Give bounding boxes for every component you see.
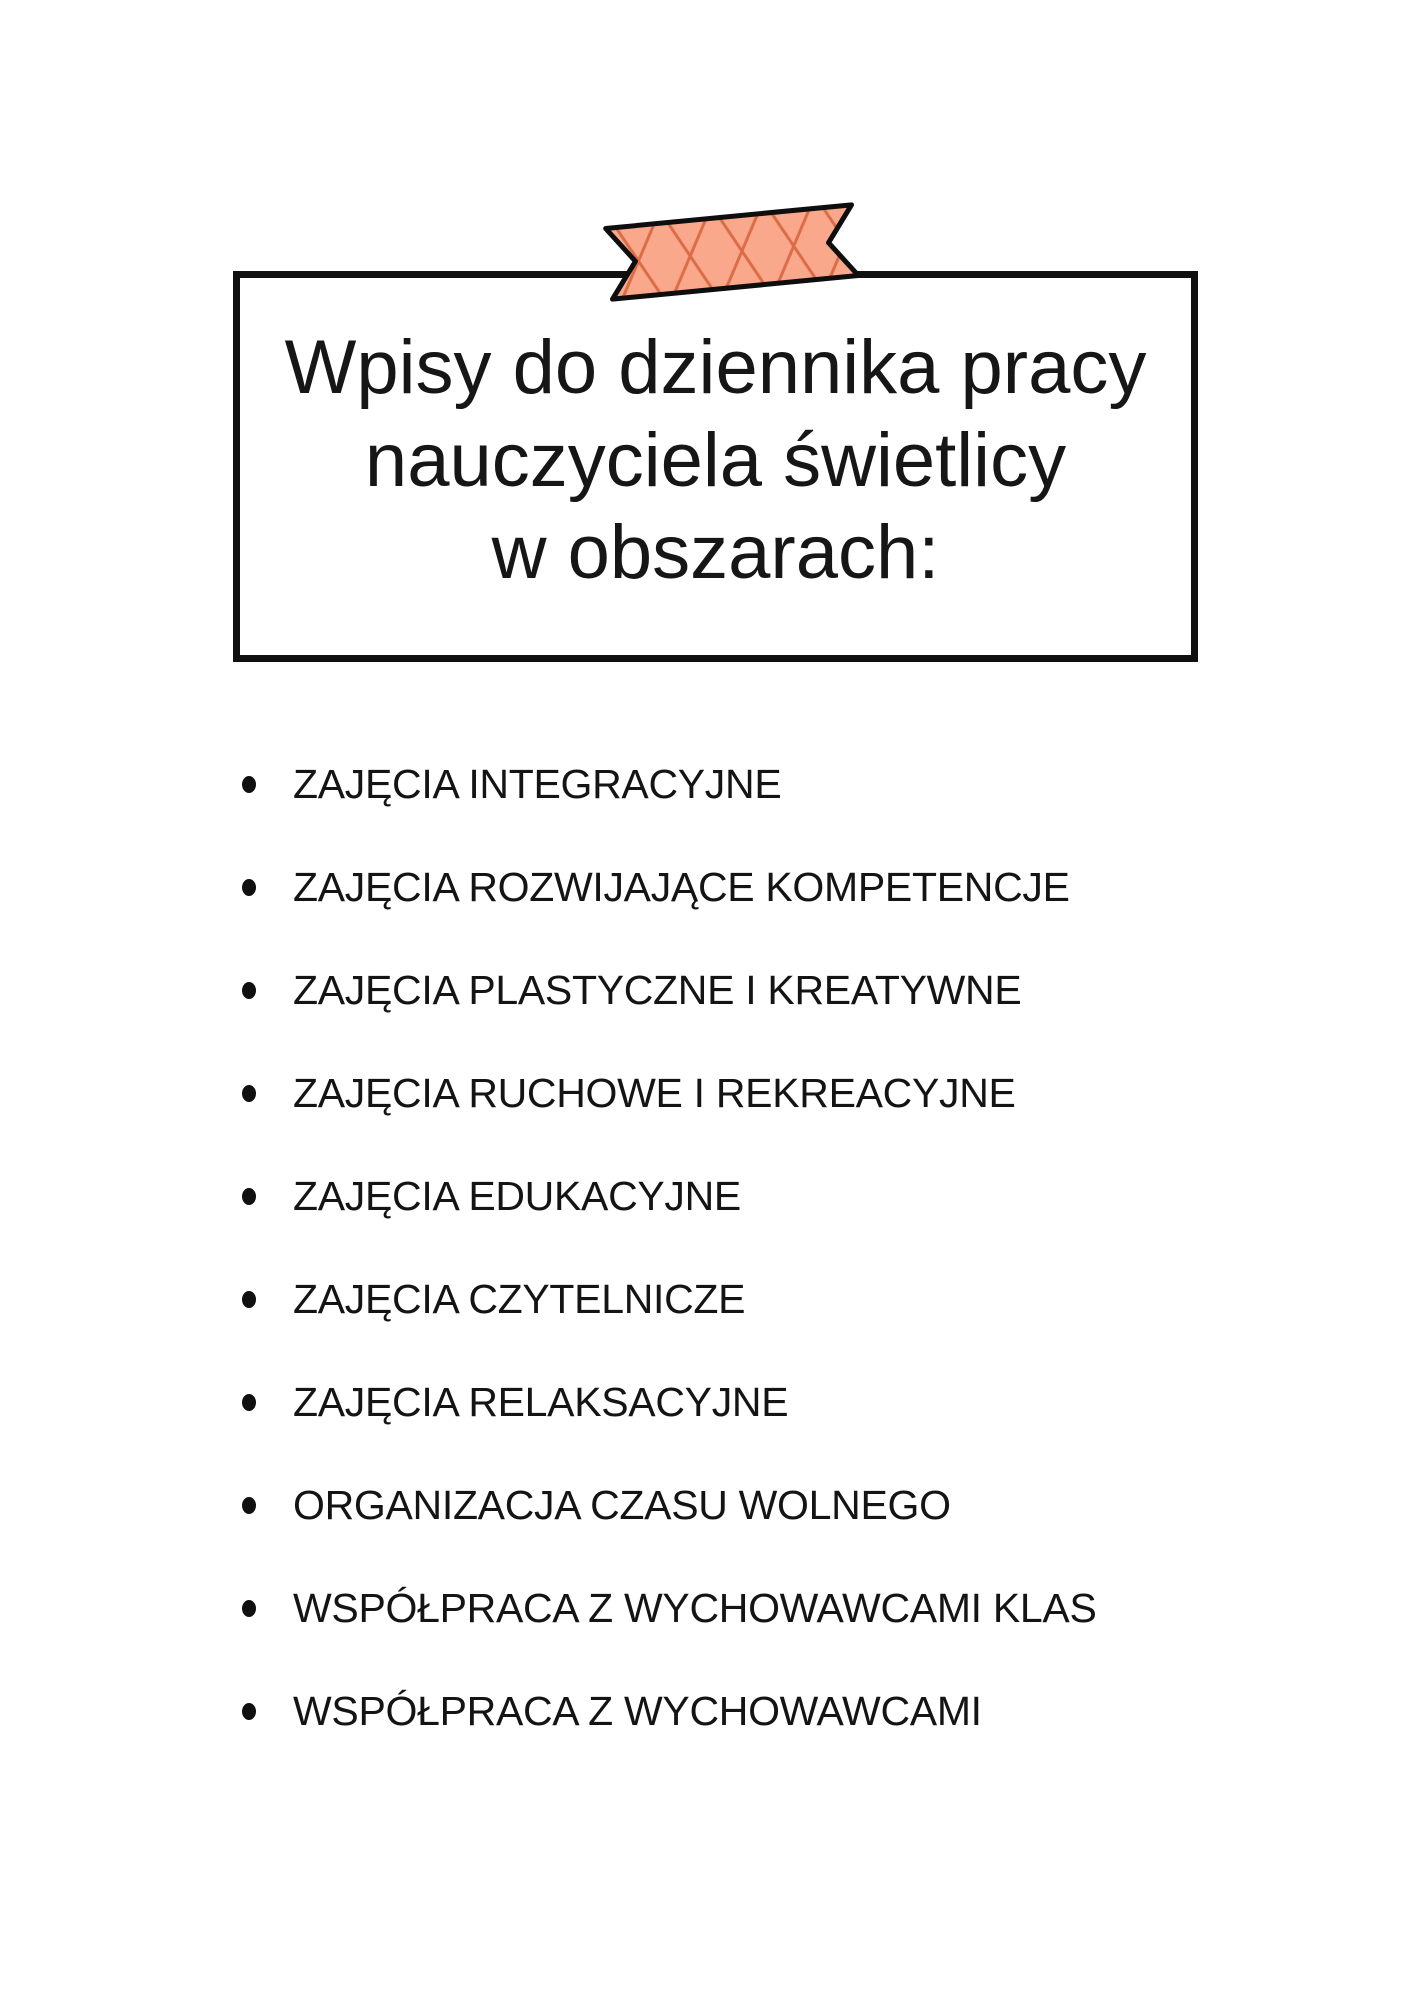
bullet-icon [242, 982, 256, 999]
list-item-label: ZAJĘCIA RUCHOWE I REKREACYJNE [293, 1069, 1016, 1116]
list-item-label: ZAJĘCIA CZYTELNICZE [293, 1275, 746, 1322]
title-box [233, 271, 1198, 662]
list-item-label: ZAJĘCIA PLASTYCZNE I KREATYWNE [293, 966, 1022, 1013]
title-line-1: Wpisy do dziennika pracy [284, 325, 1147, 410]
bullet-icon [242, 1600, 256, 1617]
list-item-label: WSPÓŁPRACA Z WYCHOWAWCAMI KLAS [293, 1584, 1097, 1631]
list-item-label: ORGANIZACJA CZASU WOLNEGO [293, 1481, 951, 1528]
bullet-icon [242, 1188, 256, 1205]
bullet-icon [242, 879, 256, 896]
bullet-icon [242, 1497, 256, 1514]
list-item-label: ZAJĘCIA RELAKSACYJNE [293, 1378, 789, 1425]
bullet-icon [242, 776, 256, 793]
list-item [242, 760, 1097, 807]
list-item [242, 1275, 1097, 1322]
bullet-icon [242, 1085, 256, 1102]
list-item [242, 1481, 1097, 1528]
list-item [242, 966, 1097, 1013]
page-title [240, 278, 1191, 600]
list-item [242, 1378, 1097, 1425]
list-item-label: WSPÓŁPRACA Z WYCHOWAWCAMI [293, 1687, 982, 1734]
bullet-icon [242, 1394, 256, 1411]
list-item-label: ZAJĘCIA INTEGRACYJNE [293, 760, 782, 807]
list-item [242, 1687, 1097, 1734]
title-line-3: w obszarach: [491, 510, 940, 596]
list-item-label: ZAJĘCIA EDUKACYJNE [293, 1172, 741, 1219]
list-item [242, 1172, 1097, 1219]
areas-list [242, 760, 1097, 1793]
title-line-2: nauczyciela świetlicy [364, 417, 1067, 503]
list-item [242, 1584, 1097, 1631]
list-item [242, 1069, 1097, 1116]
list-item [242, 863, 1097, 910]
list-item-label: ZAJĘCIA ROZWIJAJĄCE KOMPETENCJE [293, 863, 1070, 910]
bullet-icon [242, 1291, 256, 1308]
bullet-icon [242, 1703, 256, 1720]
